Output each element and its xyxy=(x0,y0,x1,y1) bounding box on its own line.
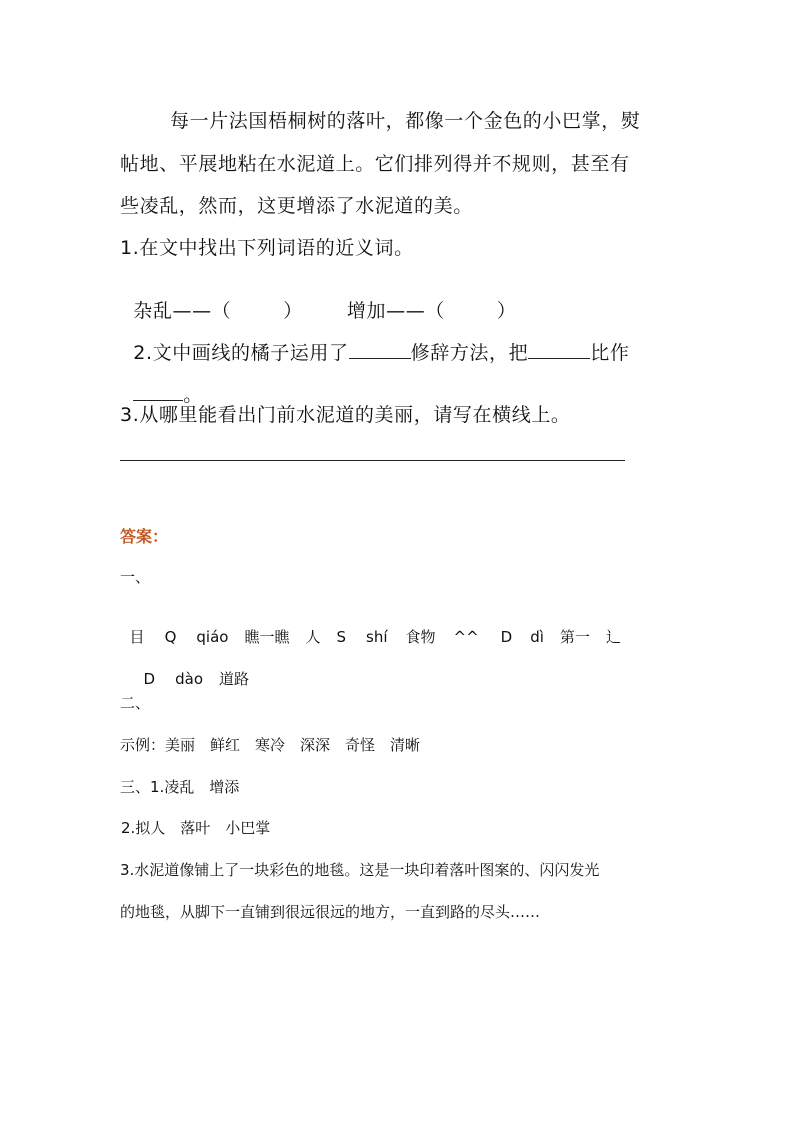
answer-cell: D xyxy=(143,670,156,688)
answer-blank[interactable] xyxy=(349,340,411,359)
passage-line-1: 每一片法国梧桐树的落叶，都像一个金色的小巴掌，熨 xyxy=(170,110,641,132)
answer-cell: 辶 xyxy=(605,628,621,646)
question-2-part-b: 修辞方法，把 xyxy=(410,342,529,364)
answer-cell: D xyxy=(500,628,513,646)
answer-section-1: 一、 xyxy=(120,568,151,586)
answer-cell: shí xyxy=(366,628,388,646)
answer-cell: 道路 xyxy=(219,670,250,688)
answer-cell: qiáo xyxy=(196,628,229,646)
answer-row-2 xyxy=(134,650,249,689)
answer-cell: S xyxy=(336,628,346,646)
answer-blank[interactable] xyxy=(528,340,590,359)
answer-section-3-3a: 3.水泥道像铺上了一块彩色的地毯。这是一块印着落叶图案的、闪闪发光 xyxy=(120,861,600,879)
answer-cell: 目 xyxy=(129,628,145,646)
answer-blank[interactable] xyxy=(133,382,183,401)
question-3: 3.从哪里能看出门前水泥道的美丽，请写在横线上。 xyxy=(120,404,571,426)
answers-title: 答案： xyxy=(120,527,169,546)
answer-section-3-1: 三、1.凌乱 增添 xyxy=(120,778,240,796)
passage-line-2: 帖地、平展地粘在水泥道上。它们排列得并不规则，甚至有 xyxy=(120,153,630,175)
answer-cell: 瞧一瞧 xyxy=(244,628,290,646)
answer-line[interactable] xyxy=(120,460,625,461)
answer-cell: ^^ xyxy=(453,628,479,646)
answer-section-2: 二、 xyxy=(120,694,151,712)
question-2-end: 。 xyxy=(183,384,203,406)
answer-cell: Q xyxy=(164,628,177,646)
question-2-part-a: 2.文中画线的橘子运用了 xyxy=(133,342,349,364)
passage-line-3: 些凌乱，然而，这更增添了水泥道的美。 xyxy=(120,195,473,217)
answer-section-3-2: 2.拟人 落叶 小巴掌 xyxy=(121,819,271,837)
answer-cell: 食物 xyxy=(405,628,436,646)
question-2-part-c: 比作 xyxy=(590,342,630,364)
answer-row-1 xyxy=(120,608,621,647)
synonym-close-1: ） xyxy=(283,300,303,322)
answer-section-3-3b: 的地毯，从脚下一直铺到很远很远的地方，一直到路的尽头…… xyxy=(120,903,541,921)
answer-examples: 示例：美丽 鲜红 寒冷 深深 奇怪 清晰 xyxy=(120,736,421,754)
answer-cell: 人 xyxy=(305,628,321,646)
answer-cell: 第一 xyxy=(559,628,590,646)
synonym-prompt-2: 增加——（ xyxy=(346,300,445,322)
answer-cell: dì xyxy=(530,628,544,646)
synonym-close-2: ） xyxy=(496,300,517,322)
answer-cell: dào xyxy=(175,670,203,688)
synonym-prompt-1: 杂乱——（ xyxy=(133,300,232,322)
question-1: 1.在文中找出下列词语的近义词。 xyxy=(120,237,414,259)
